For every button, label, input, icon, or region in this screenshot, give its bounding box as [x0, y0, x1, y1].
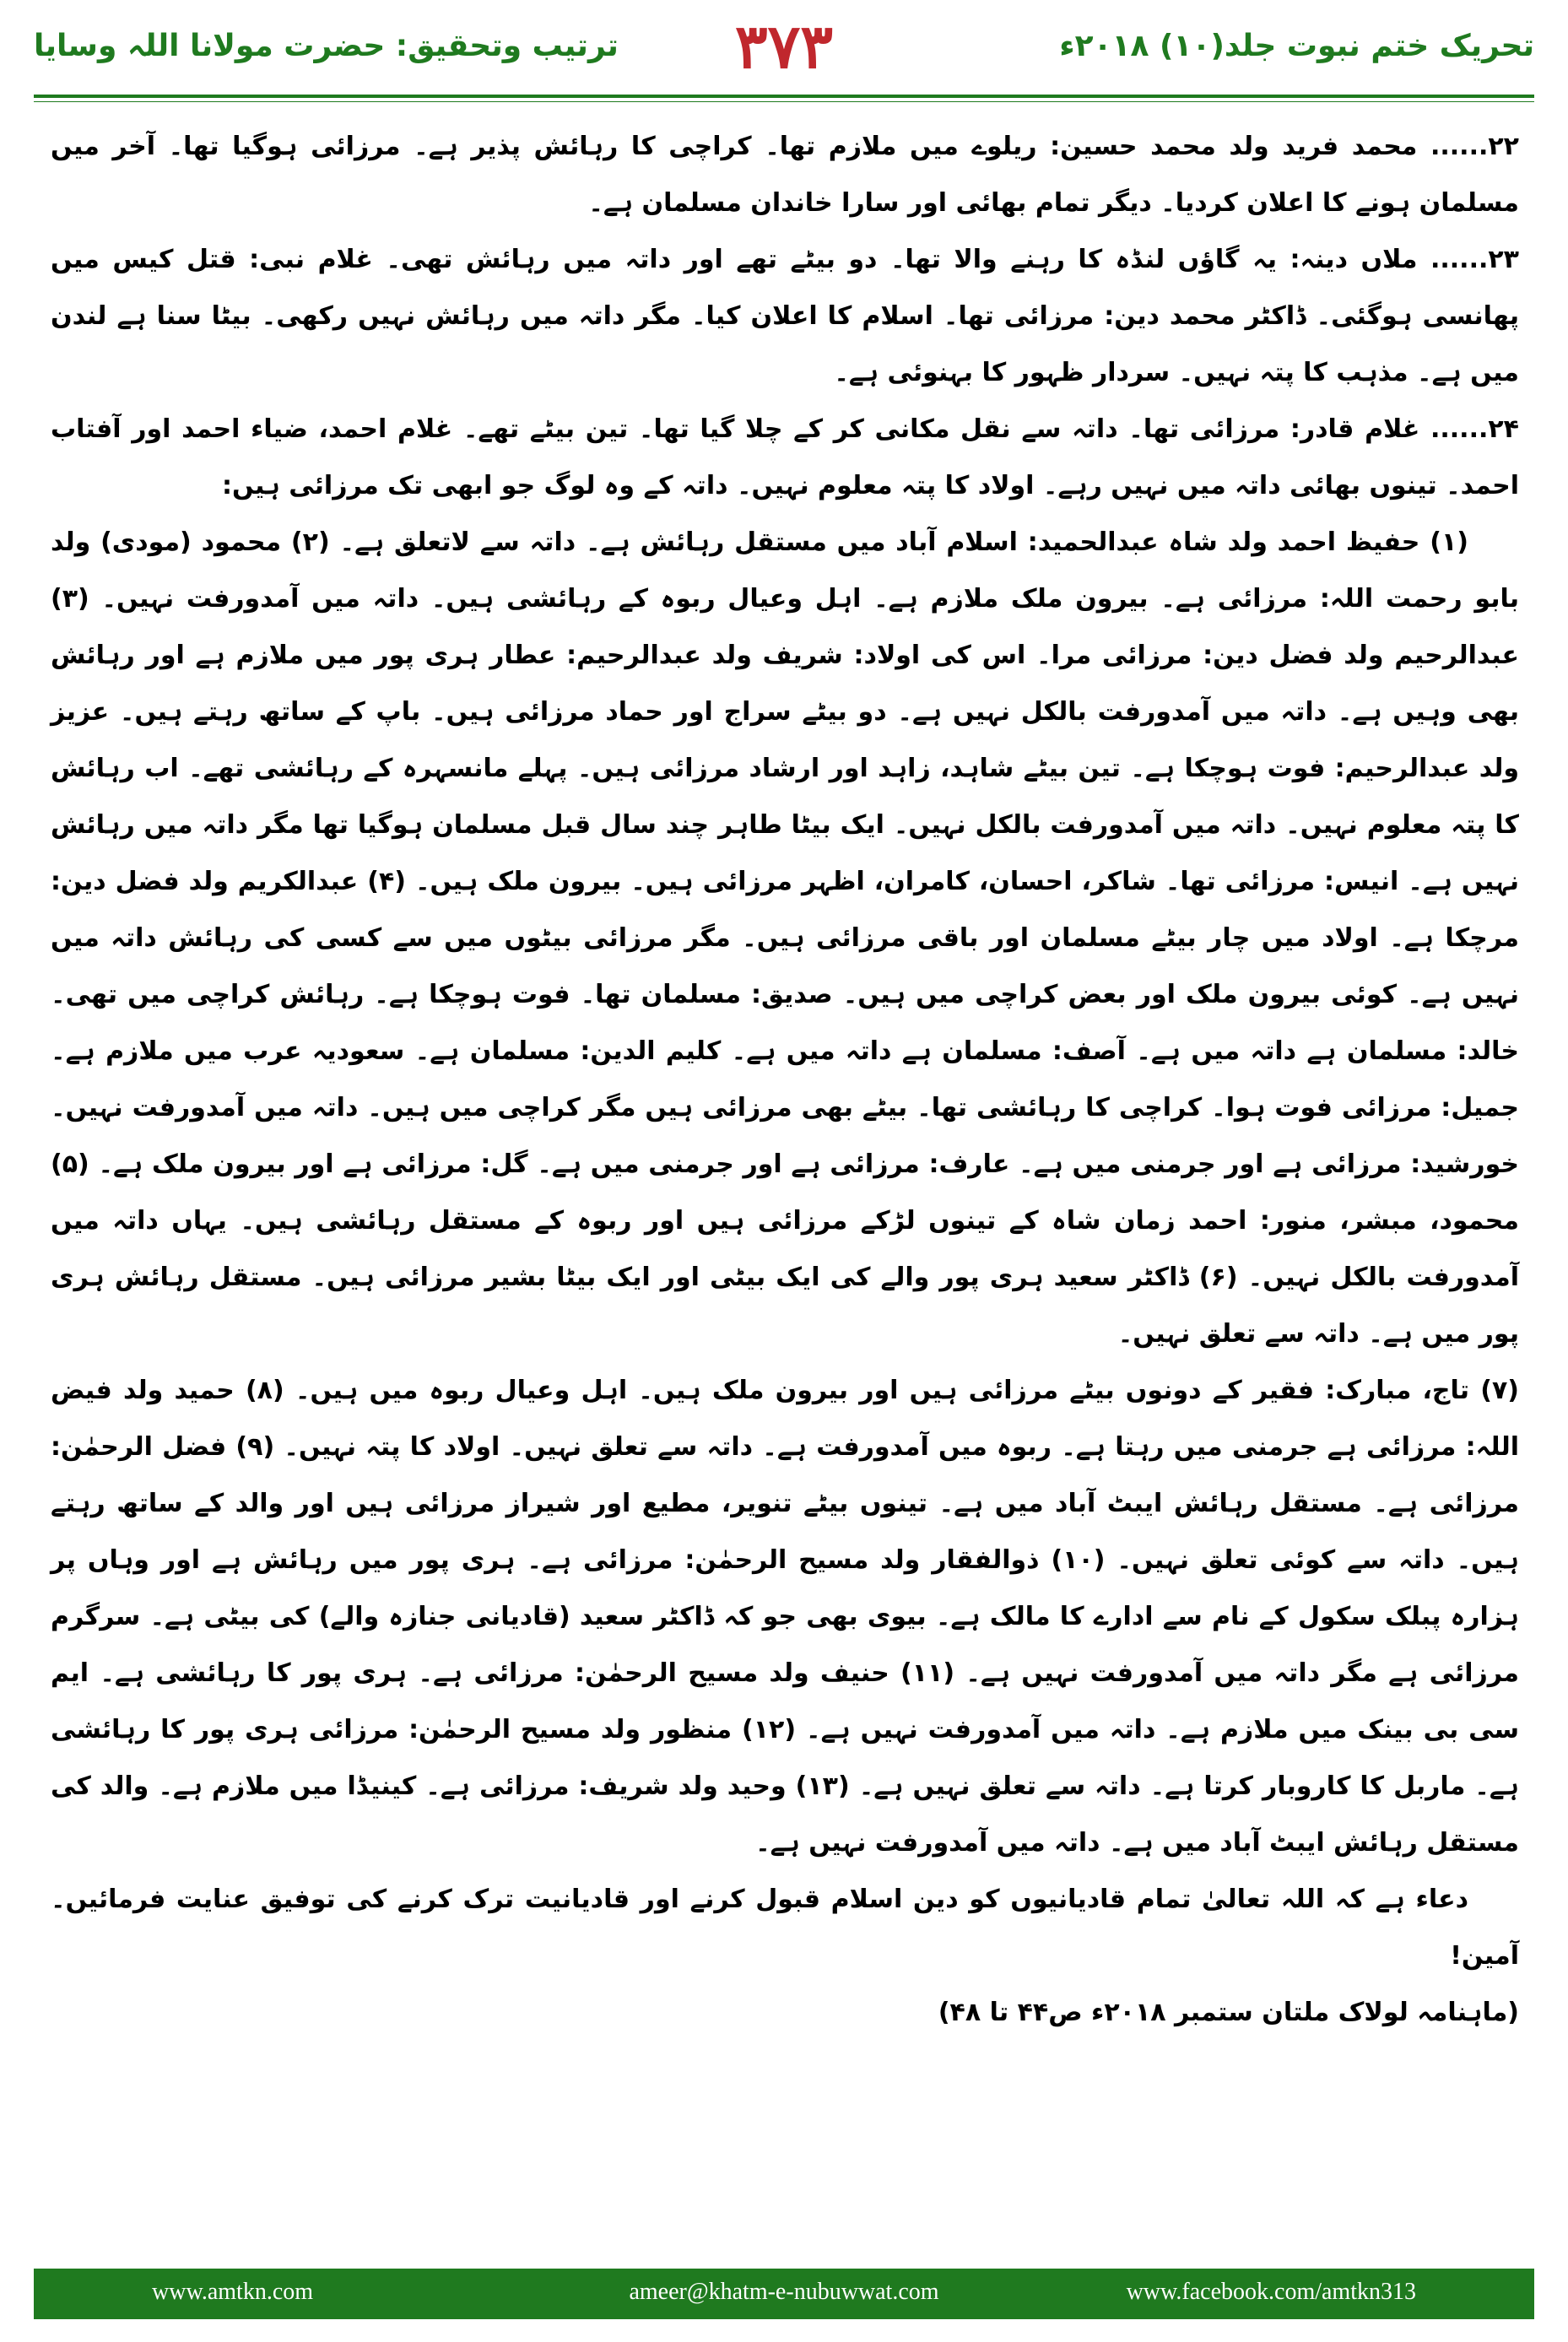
footer-website-link[interactable]: www.amtkn.com — [152, 2279, 314, 2305]
page-number: ۳۷۳ — [734, 10, 833, 82]
source-note: (ماہنامہ لولاک ملتان ستمبر ۲۰۱۸ء ص۴۴ تا ۴۸) — [938, 1998, 1519, 2027]
page-footer — [34, 2269, 1534, 2319]
main-text — [51, 118, 1519, 2041]
paragraph-22: ۲۲...... محمد فرید ولد محمد حسین: ریلوے میں ملازم تھا۔ کراچی کا رہائش پذیر ہے۔ مرزائی ہوگیا تھا۔ آخر میں مسلمان ہونے کا اعلان کردیا۔ دیگر تمام بھائی اور سارا خاندان مسلمان ہے۔ — [51, 132, 1519, 218]
compiler-credit: ترتیب وتحقیق: حضرت مولانا اللہ وسایا — [34, 29, 619, 63]
paragraph-24: ۲۴...... غلام قادر: مرزائی تھا۔ داتہ سے نقل مکانی کر کے چلا گیا تھا۔ تین بیٹے تھے۔ غلام احمد، ضیاء احمد اور آفتاب احمد۔ تینوں بھائی داتہ میں نہیں رہے۔ اولاد کا پتہ معلوم نہیں۔ داتہ کے وہ لوگ جو ابھی تک مرزائی ہیں: — [51, 414, 1519, 500]
header-rule — [34, 95, 1534, 98]
paragraph-list-2: (۷) تاج، مبارک: فقیر کے دونوں بیٹے مرزائی ہیں اور بیرون ملک ہیں۔ اہل وعیال ربوہ میں ہیں۔ (۸) حمید ولد فیض اللہ: مرزائی ہے جرمنی میں رہتا ہے۔ ربوہ میں آمدورفت ہے۔ داتہ سے تعلق نہیں۔ اولاد کا پتہ نہیں۔ (۹) فضل الرحمٰن: مرزائی ہے۔ مستقل رہائش ایبٹ آباد میں ہے۔ تینوں بیٹے تنویر، مطیع اور شیراز مرزائی ہیں اور والد کے ساتھ رہتے ہیں۔ داتہ سے کوئی تعلق نہیں۔ (۱۰) ذوالفقار ولد مسیح الرحمٰن: مرزائی ہے۔ ہری پور میں رہائش ہے اور وہاں پر ہزارہ پبلک سکول کے نام سے ادارے کا مالک ہے۔ بیوی بھی جو کہ ڈاکٹر سعید (قادیانی جنازہ والے) کی بیٹی ہے۔ سرگرم مرزائی ہے مگر داتہ میں آمدورفت نہیں ہے۔ (۱۱) حنیف ولد مسیح الرحمٰن: مرزائی ہے۔ ہری پور کا رہائشی ہے۔ ایم سی بی بینک میں ملازم ہے۔ داتہ میں آمدورفت نہیں ہے۔ (۱۲) منظور ولد مسیح الرحمٰن: مرزائی ہری پور کا رہائشی ہے۔ ماربل کا کاروبار کرتا ہے۔ داتہ سے تعلق نہیں ہے۔ (۱۳) وحید ولد شریف: مرزائی ہے۔ کینیڈا میں ملازم ہے۔ والد کی مستقل رہائش ایبٹ آباد میں ہے۔ داتہ میں آمدورفت نہیں ہے۔ — [51, 1376, 1520, 1858]
page-header — [0, 0, 1568, 110]
footer-email-link[interactable]: ameer@khatm-e-nubuwwat.com — [629, 2279, 939, 2305]
closing-prayer: دعاء ہے کہ اللہ تعالیٰ تمام قادیانیوں کو دین اسلام قبول کرنے اور قادیانیت ترک کرنے کی توفیق عنایت فرمائیں۔ آمین! — [51, 1885, 1519, 1971]
header-rule-thin — [34, 101, 1534, 102]
book-title: تحریک ختم نبوت جلد(۱۰) ۲۰۱۸ء — [1059, 29, 1534, 63]
paragraph-23: ۲۳...... ملاں دینہ: یہ گاؤں لنڈہ کا رہنے والا تھا۔ دو بیٹے تھے اور داتہ میں رہائش تھی۔ غلام نبی: قتل کیس میں پھانسی ہوگئی۔ ڈاکٹر محمد دین: مرزائی تھا۔ اسلام کا اعلان کیا۔ مگر داتہ میں رہائش نہیں رکھی۔ بیٹا سنا ہے لندن میں ہے۔ مذہب کا پتہ نہیں۔ سردار ظہور کا بہنوئی ہے۔ — [51, 245, 1519, 387]
paragraph-list-1: (۱) حفیظ احمد ولد شاہ عبدالحمید: اسلام آباد میں مستقل رہائش ہے۔ داتہ سے لاتعلق ہے۔ (۲) محمود (مودی) ولد بابو رحمت اللہ: مرزائی ہے۔ بیرون ملک ملازم ہے۔ اہل وعیال ربوہ کے رہائشی ہیں۔ داتہ میں آمدورفت نہیں۔ (۳) عبدالرحیم ولد فضل دین: مرزائی مرا۔ اس کی اولاد: شریف ولد عبدالرحیم: عطار ہری پور میں ملازم ہے اور رہائش بھی وہیں ہے۔ داتہ میں آمدورفت بالکل نہیں ہے۔ دو بیٹے سراج اور حماد مرزائی ہیں۔ باپ کے ساتھ رہتے ہیں۔ عزیز ولد عبدالرحیم: فوت ہوچکا ہے۔ تین بیٹے شاہد، زاہد اور ارشاد مرزائی ہیں۔ پہلے مانسہرہ کے رہائشی تھے۔ اب رہائش کا پتہ معلوم نہیں۔ داتہ میں آمدورفت بالکل نہیں۔ ایک بیٹا طاہر چند سال قبل مسلمان ہوگیا تھا مگر داتہ میں رہائش نہیں ہے۔ انیس: مرزائی تھا۔ شاکر، احسان، کامران، اظہر مرزائی ہیں۔ بیرون ملک ہیں۔ (۴) عبدالکریم ولد فضل دین: مرچکا ہے۔ اولاد میں چار بیٹے مسلمان اور باقی مرزائی ہیں۔ مگر مرزائی بیٹوں میں سے کسی کی رہائش داتہ میں نہیں ہے۔ کوئی بیرون ملک اور بعض کراچی میں ہیں۔ صدیق: مسلمان تھا۔ فوت ہوچکا ہے۔ رہائش کراچی میں تھی۔ خالد: مسلمان ہے داتہ میں ہے۔ آصف: مسلمان ہے داتہ میں ہے۔ کلیم الدین: مسلمان ہے۔ سعودیہ عرب میں ملازم ہے۔ جمیل: مرزائی فوت ہوا۔ کراچی کا رہائشی تھا۔ بیٹے بھی مرزائی ہیں مگر کراچی میں ہیں۔ داتہ میں آمدورفت نہیں۔ خورشید: مرزائی ہے اور جرمنی میں ہے۔ عارف: مرزائی ہے اور جرمنی میں ہے۔ گل: مرزائی ہے اور بیرون ملک ہے۔ (۵) محمود، مبشر، منور: احمد زمان شاہ کے تینوں لڑکے مرزائی ہیں اور ربوہ کے مستقل رہائشی ہیں۔ یہاں داتہ میں آمدورفت بالکل نہیں۔ (۶) ڈاکٹر سعید ہری پور والے کی ایک بیٹی اور ایک بیٹا بشیر مرزائی ہیں۔ مستقل رہائش ہری پور میں ہے۔ داتہ سے تعلق نہیں۔ — [51, 527, 1519, 1349]
footer-facebook-link[interactable]: www.facebook.com/amtkn313 — [1126, 2279, 1416, 2305]
